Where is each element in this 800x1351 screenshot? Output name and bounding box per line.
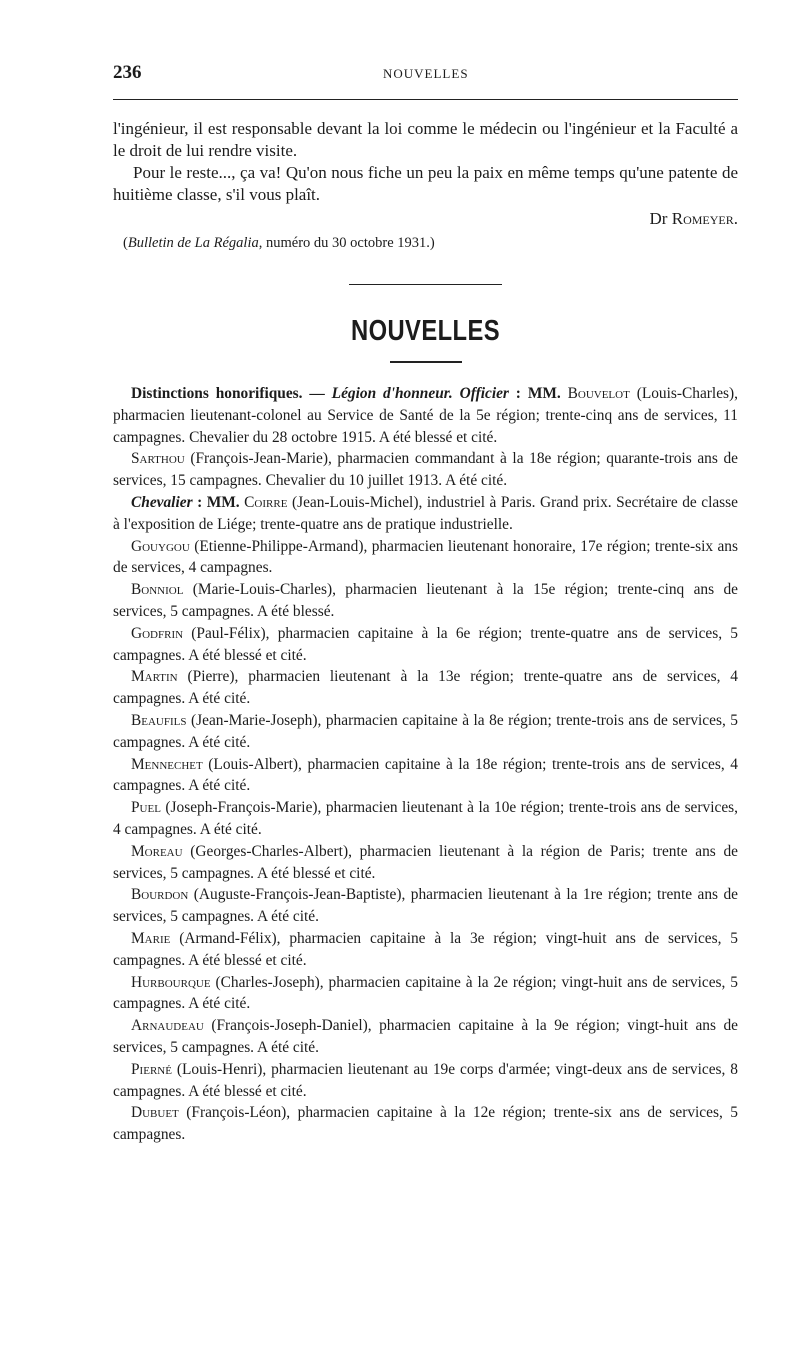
honor-entry — [113, 928, 738, 972]
honor-entry — [113, 754, 738, 798]
entry-name: Sarthou — [131, 450, 185, 468]
source-citation — [113, 232, 738, 254]
honor-entry — [113, 492, 738, 536]
signature-prefix: Dr — [649, 209, 672, 228]
honor-entry — [113, 623, 738, 667]
honor-entry — [113, 1059, 738, 1103]
entry-name: Gouygou — [131, 537, 190, 555]
page-header — [113, 62, 738, 90]
signature — [113, 208, 738, 230]
honor-entry — [113, 383, 738, 448]
honors-list — [113, 383, 738, 1146]
entry-text: (Louis-Henri), pharmacien lieutenant au 19e corps d'armée; vingt-deux ans de services, 8 campagnes. A été blessé et cité. — [113, 1060, 738, 1100]
entry-text: (François-Léon), pharmacien capitaine à la 12e région; trente-six ans de services, 5 campagnes. — [113, 1104, 738, 1144]
honor-entry — [113, 710, 738, 754]
entry-text: (Armand-Félix), pharmacien capitaine à la 3e région; vingt-huit ans de services, 5 campagnes. A été blessé et cité. — [113, 929, 738, 969]
entry-text: (Paul-Félix), pharmacien capitaine à la 6e région; trente-quatre ans de services, 5 campagnes. A été blessé et cité. — [113, 624, 738, 664]
signature-name: Romeyer — [671, 209, 734, 228]
section-title: NOUVELLES — [350, 315, 501, 347]
running-head: NOUVELLES — [383, 66, 469, 81]
entry-text: (Louis-Albert), pharmacien capitaine à la 18e région; trente-trois ans de services, 4 campagnes. A été cité. — [113, 755, 738, 795]
entry-name: Dubuet — [131, 1104, 179, 1122]
entry-name: Puel — [131, 799, 161, 817]
entry-name: Bourdon — [131, 886, 189, 904]
entry-name-prefix: : MM. — [508, 385, 568, 402]
entry-distinction: Chevalier — [131, 493, 193, 511]
entry-text: (Jean-Marie-Joseph), pharmacien capitaine à la 8e région; trente-trois ans de services, 5 campagnes. A été cité. — [113, 711, 738, 751]
letter-paragraph-2: Pour le reste..., ça va! Qu'on nous fiche un peu la paix en même temps qu'une patente de huitième classe, s'il vous plaît. — [113, 163, 738, 204]
entry-text: (François-Jean-Marie), pharmacien commandant à la 18e région; quarante-trois ans de services, 15 campagnes. Chevalier du 10 juillet 1913. A été cité. — [113, 450, 738, 490]
source-open: ( — [123, 235, 128, 251]
entry-heading: Distinctions honorifiques. — — [131, 385, 332, 402]
entry-name: Pierné — [131, 1060, 172, 1078]
entry-name: Marie — [131, 929, 171, 947]
entry-name: Mennechet — [131, 755, 203, 773]
section-divider — [349, 284, 502, 285]
entry-name: Beaufils — [131, 711, 187, 729]
entry-name-prefix: : MM. — [192, 493, 245, 511]
letter-paragraph-1: l'ingénieur, il est responsable devant la loi comme le médecin ou l'ingénieur et la Faculté a le droit de lui rendre visite. — [113, 119, 738, 160]
entry-text: (Georges-Charles-Albert), pharmacien lieutenant à la région de Paris; trente ans de services, 5 campagnes. A été blessé et cité. — [113, 842, 738, 882]
signature-suffix: . — [733, 209, 738, 228]
entry-name: Bouvelot — [567, 385, 630, 402]
entry-text: (Auguste-François-Jean-Baptiste), pharmacien lieutenant à la 1re région; trente ans de services, 5 campagnes. A été cité. — [113, 886, 738, 926]
entry-name: Moreau — [131, 842, 183, 860]
entry-text: (Charles-Joseph), pharmacien capitaine à la 2e région; vingt-huit ans de services, 5 campagnes. A été cité. — [113, 973, 738, 1013]
entry-name: Martin — [131, 668, 178, 686]
entry-name: Coirre — [244, 493, 288, 511]
entry-text: (Etienne-Philippe-Armand), pharmacien lieutenant honoraire, 17e région; trente-six ans de services, 4 campagnes. — [113, 537, 738, 577]
header-rule — [113, 99, 738, 100]
entry-name: Bonniol — [131, 581, 184, 599]
entry-name: Arnaudeau — [131, 1017, 204, 1035]
source-rest: , numéro du 30 octobre 1931.) — [258, 235, 435, 251]
entry-name: Godfrin — [131, 624, 184, 642]
honor-entry — [113, 448, 738, 492]
honor-entry — [113, 579, 738, 623]
title-rule — [390, 361, 462, 363]
entry-name: Hurbourque — [131, 973, 211, 991]
honor-entry — [113, 536, 738, 580]
honor-entry — [113, 1102, 738, 1146]
entry-text: (Joseph-François-Marie), pharmacien lieutenant à la 10e région; trente-trois ans de services, 4 campagnes. A été cité. — [113, 799, 738, 838]
honor-entry — [113, 841, 738, 885]
article-body — [113, 118, 738, 1146]
honor-entry — [113, 797, 738, 841]
source-journal: Bulletin de La Régalia — [127, 235, 259, 251]
honor-entry — [113, 666, 738, 710]
entry-text: (Pierre), pharmacien lieutenant à la 13e région; trente-quatre ans de services, 4 campagnes. A été cité. — [113, 668, 738, 708]
entry-text: (Louis-Charles), pharmacien lieutenant-colonel au Service de Santé de la 5e région; trente-cinq ans de services, 11 campagnes. Chevalier du 28 octobre 1915. A été blessé et cité. — [113, 385, 738, 446]
entry-text: (Marie-Louis-Charles), pharmacien lieutenant à la 15e région; trente-cinq ans de services, 5 campagnes. A été blessé. — [113, 581, 738, 620]
entry-text: (François-Joseph-Daniel), pharmacien capitaine à la 9e région; vingt-huit ans de services, 5 campagnes. A été cité. — [113, 1017, 738, 1056]
entry-distinction: Légion d'honneur. Officier — [331, 385, 509, 402]
honor-entry — [113, 1015, 738, 1059]
entry-text: (Jean-Louis-Michel), industriel à Paris. Grand prix. Secrétaire de classe à l'exposition de Liége; trente-quatre ans de pratique industrielle. — [113, 493, 738, 533]
page-number: 236 — [113, 62, 142, 83]
honor-entry — [113, 884, 738, 928]
honor-entry — [113, 972, 738, 1016]
